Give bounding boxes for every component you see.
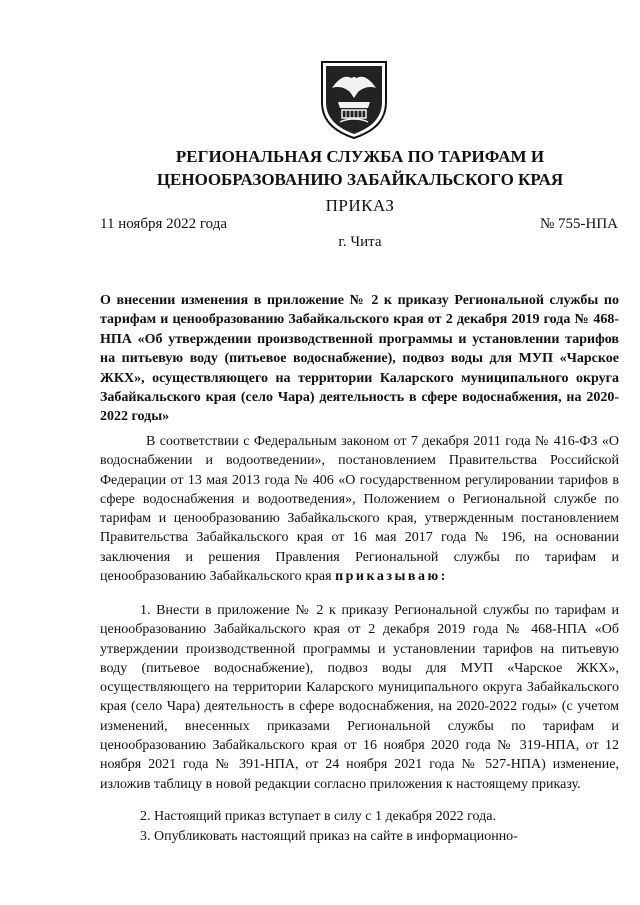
preamble-paragraph xyxy=(100,432,619,586)
organization-name-line2: ЦЕНООБРАЗОВАНИЮ ЗАБАЙКАЛЬСКОГО КРАЯ xyxy=(156,170,564,189)
ordering-word: приказываю: xyxy=(335,569,448,585)
preamble-text: В соответствии с Федеральным законом от 7 декабря 2011 года № 416-ФЗ «О водоснабжении и водоотведении», постановлением Правительства Российской Федерации от 13 мая 2013 года № 406 «О государственном регулировании тарифов в сфере водоснабжения и водоотведения», Положением о Региональной службе по тарифам и ценообразованию Забайкальского края, утвержденным постановлением Правительства Забайкальского края от 16 мая 2017 года № 196, на основании заключения и решения Правления Региональной службы по тарифам и ценообразованию Забайкальского края xyxy=(100,434,619,585)
organization-name-line1: РЕГИОНАЛЬНАЯ СЛУЖБА ПО ТАРИФАМ И xyxy=(175,147,545,166)
document-date: 11 ноября 2022 года xyxy=(100,216,228,232)
order-item-2: 2. Настоящий приказ вступает в силу с 1 декабря 2022 года. xyxy=(140,809,496,824)
document-type: ПРИКАЗ xyxy=(325,196,395,215)
order-item-1: 1. Внести в приложение № 2 к приказу Региональной службы по тарифам и ценообразованию Забайкальского края от 2 декабря 2019 года № 468-НПА «Об утверждении производственной программы и установлении тарифов на питьевую воду (питьевое водоснабжение), подвоз воды для МУП «Чарское ЖКХ», осуществляющего на территории Каларского муниципального округа Забайкальского края (село Чара) деятельность в сфере водоснабжения, на 2020-2022 годы» (с учетом изменений, внесенных приказами Региональной службы по тарифам и ценообразованию Забайкальского края от 16 ноября 2020 года № 319-НПА, от 12 ноября 2021 года № 391-НПА, от 24 ноября 2021 года № 527-НПА) изменение, изложив таблицу в новой редакции согласно приложения к настоящему приказу. xyxy=(100,603,619,792)
coat-of-arms-emblem-icon xyxy=(318,58,390,140)
document-title: О внесении изменения в приложение № 2 к приказу Региональной службы по тарифам и ценообразованию Забайкальского края от 2 декабря 2019 года № 468-НПА «Об утверждении производственной программы и установлении тарифов на питьевую воду (питьевое водоснабжение), подвоз воды для МУП «Чарское ЖКХ», осуществляющего на территории Каларского муниципального округа Забайкальского края (село Чара) деятельность в сфере водоснабжения, на 2020-2022 годы» xyxy=(100,293,619,425)
document-number: № 755-НПА xyxy=(539,216,618,232)
order-item-3: 3. Опубликовать настоящий приказ на сайте в информационно- xyxy=(140,829,518,844)
document-city: г. Чита xyxy=(338,234,382,250)
